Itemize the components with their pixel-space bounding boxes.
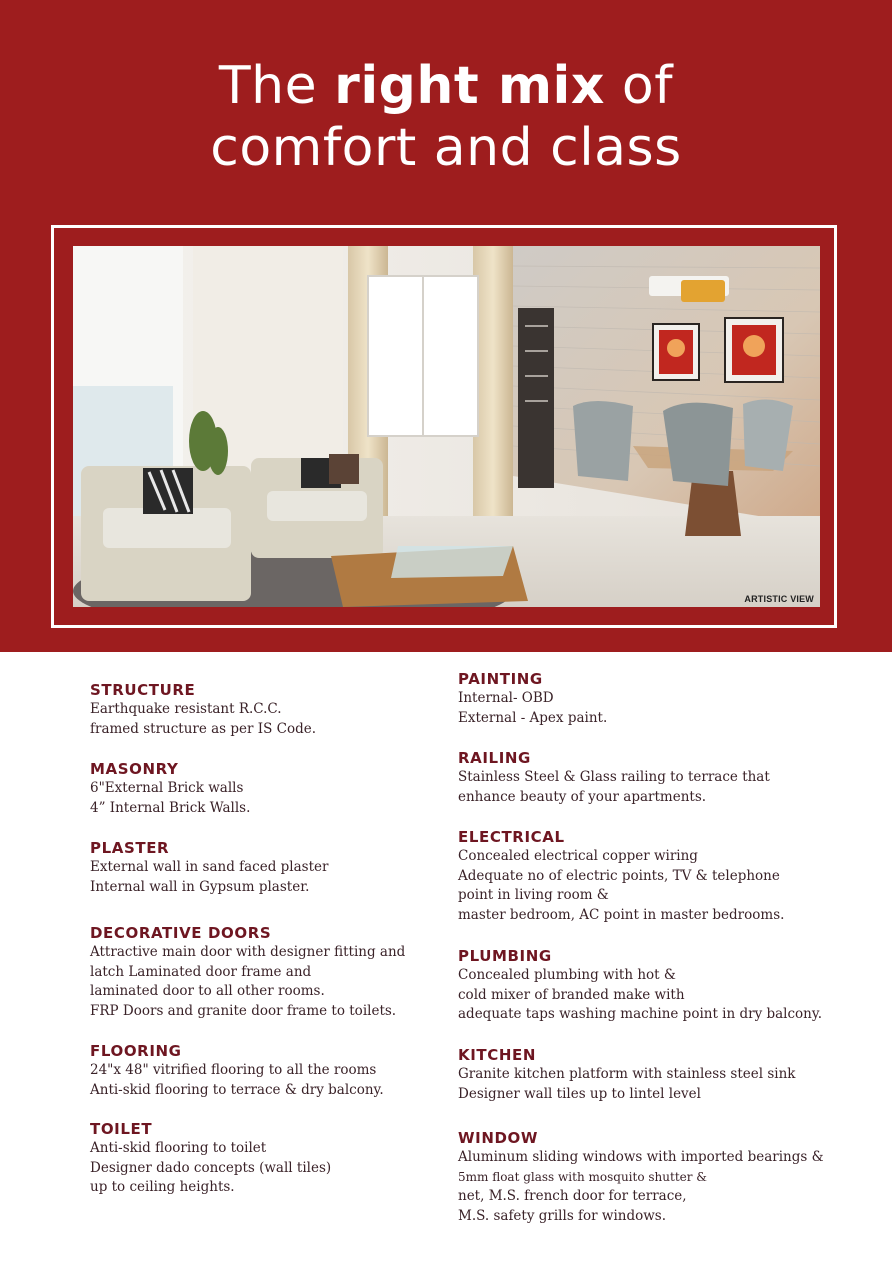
spec-painting bbox=[458, 669, 607, 728]
spec-line: Granite kitchen platform with stainless steel sink bbox=[458, 1066, 796, 1082]
spec-line: cold mixer of branded make with bbox=[458, 986, 685, 1003]
spec-line: master bedroom, AC point in master bedrooms. bbox=[458, 906, 785, 923]
spec-structure bbox=[90, 680, 316, 739]
spec-kitchen bbox=[458, 1045, 795, 1104]
spec-line: 24"x 48" vitrified flooring to all the rooms bbox=[90, 1062, 377, 1078]
spec-line: External - Apex paint. bbox=[458, 709, 608, 726]
spec-line: M.S. safety grills for windows. bbox=[458, 1207, 667, 1224]
spec-line: 4” Internal Brick Walls. bbox=[90, 799, 251, 816]
spec-flooring bbox=[90, 1041, 384, 1100]
headline-line-2: comfort and class bbox=[210, 118, 682, 178]
spec-line: net, M.S. french door for terrace, bbox=[458, 1188, 687, 1205]
spec-decorative-doors bbox=[90, 923, 405, 1021]
spec-line: Attractive main door with designer fitting and bbox=[90, 944, 406, 960]
spec-title: STRUCTURE bbox=[90, 681, 196, 699]
interior-photo bbox=[73, 246, 820, 607]
spec-title: PLASTER bbox=[90, 839, 170, 857]
headline-emphasis: right mix bbox=[334, 56, 605, 116]
spec-line: Internal wall in Gypsum plaster. bbox=[90, 878, 310, 895]
spec-masonry bbox=[90, 759, 250, 818]
spec-title: TOILET bbox=[90, 1120, 153, 1138]
spec-title: PAINTING bbox=[458, 670, 543, 688]
spec-line: Concealed plumbing with hot & bbox=[458, 967, 676, 983]
spec-line: Stainless Steel & Glass railing to terrace that bbox=[458, 769, 770, 785]
spec-line: adequate taps washing machine point in dry balcony. bbox=[458, 1006, 823, 1023]
spec-line: enhance beauty of your apartments. bbox=[458, 788, 707, 805]
spec-title: KITCHEN bbox=[458, 1046, 536, 1064]
spec-electrical bbox=[458, 827, 784, 925]
spec-line: laminated door to all other rooms. bbox=[90, 983, 325, 1000]
headline-line-1 bbox=[0, 55, 892, 117]
spec-line: framed structure as per IS Code. bbox=[90, 720, 317, 737]
spec-title: PLUMBING bbox=[458, 947, 552, 965]
living-dining-illustration bbox=[73, 246, 820, 607]
spec-line: up to ceiling heights. bbox=[90, 1179, 235, 1196]
spec-title: RAILING bbox=[458, 749, 531, 767]
spec-title: DECORATIVE DOORS bbox=[90, 924, 272, 942]
spec-line: point in living room & bbox=[458, 887, 609, 904]
spec-toilet bbox=[90, 1119, 331, 1198]
spec-line: 6"External Brick walls bbox=[90, 780, 244, 796]
spec-line: Adequate no of electric points, TV & telephone bbox=[458, 867, 780, 884]
spec-title: FLOORING bbox=[90, 1042, 182, 1060]
spec-line: Internal- OBD bbox=[458, 690, 554, 706]
spec-title: WINDOW bbox=[458, 1129, 539, 1147]
spec-title: MASONRY bbox=[90, 760, 179, 778]
page-headline bbox=[0, 55, 892, 179]
spec-railing bbox=[458, 748, 770, 807]
spec-line: 5mm float glass with mosquito shutter & bbox=[458, 1169, 707, 1184]
spec-line: External wall in sand faced plaster bbox=[90, 859, 329, 875]
spec-line: Concealed electrical copper wiring bbox=[458, 848, 698, 864]
spec-line: Anti-skid flooring to toilet bbox=[90, 1140, 267, 1156]
spec-title: ELECTRICAL bbox=[458, 828, 565, 846]
headline-text: of bbox=[604, 56, 674, 116]
spec-plumbing bbox=[458, 946, 822, 1025]
spec-line: Anti-skid flooring to terrace & dry balcony. bbox=[90, 1081, 384, 1098]
photo-caption: ARTISTIC VIEW bbox=[744, 594, 814, 604]
spec-line: Earthquake resistant R.C.C. bbox=[90, 701, 282, 717]
spec-line: Designer wall tiles up to lintel level bbox=[458, 1085, 701, 1102]
spec-line: FRP Doors and granite door frame to toilets. bbox=[90, 1002, 397, 1019]
spec-line: Designer dado concepts (wall tiles) bbox=[90, 1159, 332, 1176]
spec-plaster bbox=[90, 838, 328, 897]
spec-window bbox=[458, 1128, 824, 1226]
headline-text: The bbox=[218, 56, 335, 116]
spec-line: Aluminum sliding windows with imported bearings & bbox=[458, 1149, 824, 1165]
spec-line: latch Laminated door frame and bbox=[90, 963, 312, 980]
